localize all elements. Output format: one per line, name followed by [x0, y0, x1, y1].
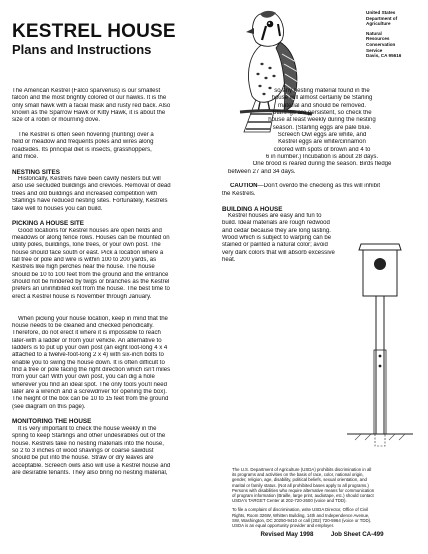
text-line: are desirable tenants. They also bring no nesting material,: [12, 469, 168, 476]
paragraph-spacer: [12, 308, 217, 315]
agency-line: Natural: [366, 30, 382, 36]
text-line: acceptable. Screech owls also will use a Kestrel house and: [12, 462, 171, 469]
text-line: house should face south or east. Pick a location where a: [12, 249, 164, 256]
text-line: ladders is to put up your own post (an eight loot-long 4 x 4: [12, 345, 168, 352]
text-line: Starlings are persistent, so check the: [272, 110, 372, 117]
paragraph-spacer: [12, 213, 217, 220]
statement-line: gender, religion, age, disability, political beliefs, sexual orientation, and: [232, 477, 367, 483]
text-line: only small hawk with a facial mask and rusty red back. Also: [12, 102, 171, 109]
text-line: The American Kestrel (Falco sparverius) is our smallest: [12, 88, 161, 94]
agency-line: Davis, CA 95616: [366, 53, 402, 59]
section-heading: MONITORING THE HOUSE: [12, 418, 92, 426]
text-line: The height of the box can be 10 to 15 feet from the ground: [12, 396, 169, 403]
text-line: The Kestrel is often seen hovering (hunting) over a: [18, 132, 154, 139]
section-heading: NESTING SITES: [12, 168, 60, 176]
text-line: Screech Owl eggs are white, and: [277, 132, 367, 139]
page-title: KESTREL HOUSE: [12, 21, 176, 42]
text-line: Wood which is subject to warping can be: [222, 234, 332, 241]
text-line: house needs to be cleaned and checked periodically.: [12, 323, 154, 329]
text-line: house at least weekly during the nesting: [268, 117, 376, 124]
text-line: erect a Kestrel house is November through January.: [12, 293, 152, 300]
statement-line: USDA's TARGET Center at 202-720-2600 (voice and TDD).: [232, 498, 347, 504]
text-line: so 2 to 3 inches of wood shavings or coarse sawdust: [12, 447, 154, 454]
text-line: tall tree or pole and wire is within 100 to 200 yards, as: [12, 256, 157, 263]
section-heading: BUILDING A HOUSE: [222, 205, 283, 213]
text-line: season. (Starling eggs are pale blue.: [272, 124, 372, 131]
text-line: find a tree or pole facing the right direction which isn't miles: [12, 367, 171, 374]
agency-line: Conservation: [366, 41, 396, 47]
text-line: field or meadow and frequents poles and wires along: [12, 139, 154, 146]
text-line: and mice.: [12, 154, 39, 161]
left-text-column: [12, 88, 217, 477]
text-line: falcon and the most brightly colored of our hawks. It is the: [12, 95, 167, 102]
text-line: later are a wrench and a screwdriver for opening the box).: [12, 389, 167, 396]
text-line: Kestrel eggs are white/cinnamon: [278, 139, 366, 146]
text-line: stained or painted a natural color; avoid: [222, 242, 328, 249]
text-line: size of a robin or mourning dove.: [12, 117, 101, 124]
text-line: house. Kestrels take no nesting materials into the house,: [12, 440, 164, 447]
text-line: meadows or along fence rows. Houses can be mounted on: [12, 234, 170, 241]
statement-line: To file a complaint of discrimination, write USDA Director, Office of Civil: [232, 507, 369, 513]
text-line: CAUTION—Don't overdo the checking as this will inhibit: [230, 183, 381, 190]
text-line: spring to keep Starlings and other undesirables out of the: [12, 433, 166, 440]
page-subtitle: Plans and Instructions: [12, 42, 152, 57]
text-line: Kestrels like high perches near the house. The house: [12, 264, 155, 271]
text-line: Good locations for Kestrel houses are open fields and: [18, 227, 162, 234]
text-line: (see diagram on this page).: [12, 403, 86, 410]
text-line: roadsides. Its principal diet is insects, grasshoppers,: [12, 146, 152, 153]
statement-line: SW, Washington, DC 20250-9410 or call (202) 720-5964 (voice or TDD).: [232, 517, 372, 523]
text-line: from your car! With your own post, you can dig a hole: [12, 374, 155, 381]
section-heading: PICKING A HOUSE SITE: [12, 220, 84, 228]
text-line: One brood is reared during the season. Birds fledge: [252, 161, 392, 168]
paragraph-spacer: [222, 176, 422, 183]
text-line: house will almost certainly be Starling: [271, 95, 373, 102]
footer: [222, 531, 422, 538]
text-line: should be put into the house. Straw or dry leaves are: [12, 455, 154, 462]
text-line: attached to a twelve-foot-long 2 x 4) with six-inch bolts to: [12, 352, 164, 359]
text-line: material and should be removed.: [277, 102, 367, 109]
statement-line: of program information (Braille, large print, audiotape, etc.) should contact: [232, 493, 374, 499]
text-line: enable you to swing the house down. It is often difficult to: [12, 359, 165, 366]
text-line: very dark colors that will absorb excessive: [222, 249, 335, 256]
text-line: wherever you find an ideal spot. The only tools you'll need: [12, 381, 167, 388]
agency-line: United States: [366, 10, 396, 15]
text-line: later-with a ladder or from your vehicle. An alternative to: [12, 337, 162, 344]
text-line: also use secluded buildings and crevices. Removal of dead: [12, 183, 171, 190]
paragraph-spacer: [12, 125, 217, 132]
text-line: between 27 and 34 days.: [228, 168, 296, 175]
text-line: should not be hindered by twigs or branches as the Kestrel: [12, 278, 170, 285]
text-line: Historically, Kestrels have been cavity nesters but will: [18, 176, 161, 183]
agency-line: Agriculture: [366, 21, 391, 27]
text-line: When picking your house location, keep in mind that the: [18, 315, 168, 322]
job-sheet-number: Job Sheet CA-499: [330, 531, 384, 538]
text-line: so any nesting material found in the: [274, 88, 370, 94]
nondiscrimination-statement: [232, 467, 424, 528]
right-text-column: [222, 88, 422, 264]
statement-line: The U.S. Department of Agriculture (USDA) prohibits discrimination in all: [232, 467, 372, 472]
text-line: It is very important to check the house weekly in the: [18, 425, 157, 432]
revision-date: Revised May 1998: [260, 531, 314, 538]
statement-line: USDA is an equal opportunity provider and employer.: [232, 523, 335, 529]
text-line: Kestrel houses are easy and fun to: [228, 212, 322, 219]
text-line: colored with spots of brown and 4 to: [273, 146, 371, 153]
paragraph-spacer: [12, 411, 217, 418]
text-line: heat.: [222, 256, 236, 263]
text-line: Therefore, do not erect it where it is impossible to reach: [12, 330, 161, 337]
text-line: 6 in number.) Incubation is about 28 days.: [265, 154, 379, 161]
text-line: trees and old buildings and increased competition with: [12, 190, 158, 197]
text-line: Starlings have reduced nesting sites. Fortunately, Kestrels: [12, 198, 168, 205]
paragraph-spacer: [222, 198, 422, 205]
statement-line: Persons with disabilities who require alternative means for communication: [232, 487, 375, 493]
text-line: take well to houses you can build.: [12, 205, 103, 212]
text-line: and cedar because they are long lasting.: [222, 227, 331, 234]
text-line: known as the Sparrow Hawk or Kitty Hawk, it is about the: [12, 110, 166, 117]
statement-line: marital or family status. (Not all prohibited bases apply to all programs.): [232, 482, 369, 488]
paragraph-spacer: [12, 301, 217, 308]
text-line: build. Ideal materials are rough redwood: [222, 220, 330, 227]
agency-line: Service: [366, 47, 383, 53]
text-line: prefers an uninhibited exit from the house. The best time to: [12, 286, 170, 293]
caution-label: CAUTION: [230, 183, 258, 190]
agency-line: Resources: [366, 36, 390, 42]
paragraph-spacer: [12, 161, 217, 168]
text-line: utility poles, buildings, lone trees, or your own post. The: [12, 242, 161, 249]
house-on-post-diagram: [345, 240, 415, 450]
agency-line: Department of: [366, 15, 398, 21]
text-line: should be 10 to 100 feet from the ground and the entrance: [12, 271, 169, 278]
statement-line: Rights, Room 326W, Whitten Building, 14th and Independence Avenue,: [232, 512, 370, 518]
agency-block: [366, 10, 426, 59]
text-line: the Kestrels.: [222, 190, 256, 197]
statement-line: its programs and activities on the basis of race, color, national origin,: [232, 472, 364, 478]
